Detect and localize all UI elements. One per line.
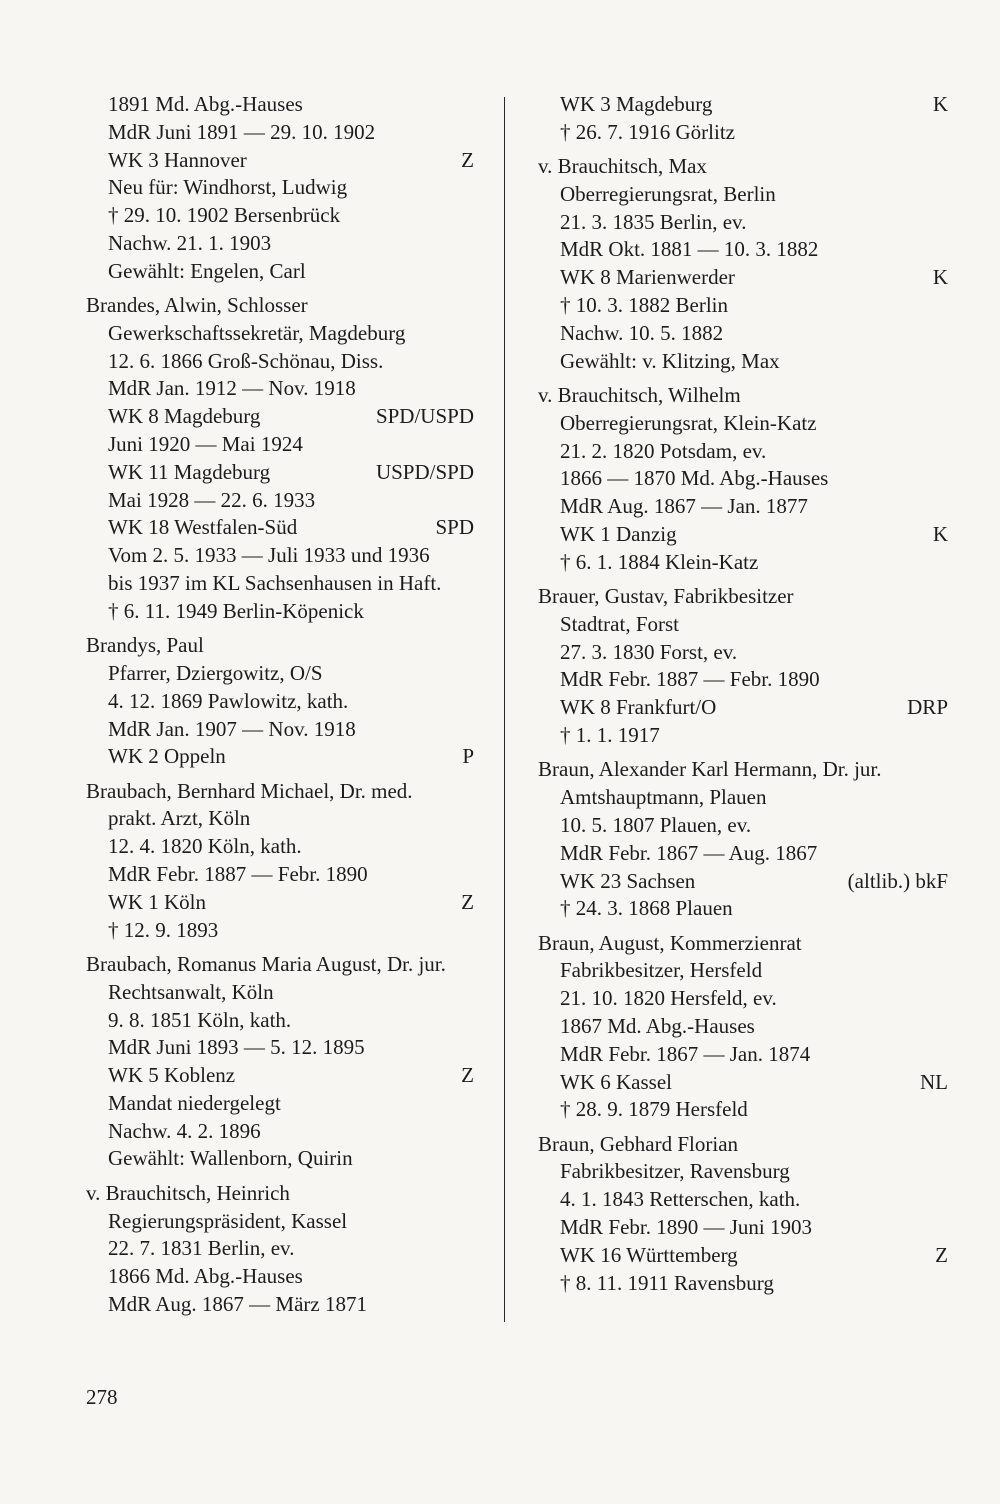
entry-line (86, 514, 474, 542)
biography-entry (538, 930, 948, 1125)
entry-line (538, 1069, 948, 1097)
entry-line-text: Nachw. 4. 2. 1896 (108, 1118, 261, 1143)
entry-line (86, 889, 474, 917)
entry-line (538, 119, 948, 147)
party-tag: SPD (435, 515, 474, 540)
entry-line-text: MdR Jan. 1912 — Nov. 1918 (108, 376, 356, 401)
entry-line-text: Braun, Gebhard Florian (538, 1131, 739, 1156)
entry-line-text: Gewerkschaftssekretär, Magdeburg (108, 320, 406, 345)
entry-line-text: Amtshauptmann, Plauen (560, 785, 767, 810)
entry-heading (538, 930, 948, 958)
party-tag: DRP (907, 695, 948, 720)
entry-line (538, 348, 948, 376)
entry-line (86, 979, 474, 1007)
entry-line-text: WK 1 Danzig (560, 521, 677, 546)
entry-heading (538, 583, 948, 611)
entry-line-text: WK 5 Koblenz (108, 1063, 236, 1088)
entry-line-text: Gewählt: Wallenborn, Quirin (108, 1146, 353, 1171)
party-tag: Z (935, 1242, 948, 1267)
entry-line (538, 181, 948, 209)
entry-heading (538, 382, 948, 410)
left-column (86, 91, 474, 1325)
entry-line (538, 694, 948, 722)
entry-line-text: Pfarrer, Dziergowitz, O/S (108, 660, 323, 685)
entry-line-text: Brauer, Gustav, Fabrikbesitzer (538, 584, 794, 609)
entry-line-text: MdR Aug. 1867 — Jan. 1877 (560, 494, 808, 519)
entry-line (86, 403, 474, 431)
entry-line (86, 598, 474, 626)
entry-line-text: † 29. 10. 1902 Bersenbrück (108, 203, 341, 228)
entry-line (86, 1208, 474, 1236)
party-tag: SPD/USPD (375, 404, 474, 429)
entry-line (86, 487, 474, 515)
entry-line (538, 209, 948, 237)
entry-heading (538, 1131, 948, 1159)
party-tag: P (462, 744, 474, 769)
entry-line-text: v. Brauchitsch, Wilhelm (538, 382, 741, 407)
entry-line (538, 292, 948, 320)
entry-line (86, 91, 474, 119)
entry-line-text: Gewählt: v. Klitzing, Max (560, 348, 780, 373)
entry-line-text: MdR Febr. 1887 — Febr. 1890 (560, 667, 820, 692)
entry-line (538, 957, 948, 985)
biography-entry (86, 292, 474, 626)
entry-line-text: Braubach, Bernhard Michael, Dr. med. (86, 778, 413, 803)
entry-line-text: 10. 5. 1807 Plauen, ev. (560, 812, 752, 837)
entry-line (538, 264, 948, 292)
entry-heading (538, 153, 948, 181)
entry-line (538, 1242, 948, 1270)
entry-line-text: WK 2 Oppeln (108, 744, 226, 769)
entry-line-text: Oberregierungsrat, Berlin (560, 181, 776, 206)
page-number: 278 (86, 1385, 118, 1409)
biography-entry (86, 778, 474, 945)
entry-line (538, 985, 948, 1013)
entry-line (538, 1214, 948, 1242)
entry-line-text: 21. 3. 1835 Berlin, ev. (560, 209, 747, 234)
entry-line-text: 22. 7. 1831 Berlin, ev. (108, 1236, 295, 1261)
entry-line (86, 202, 474, 230)
party-tag: K (932, 265, 948, 290)
entry-line-text: MdR Okt. 1881 — 10. 3. 1882 (560, 237, 819, 262)
column-divider (504, 97, 505, 1322)
entry-line-text: WK 18 Westfalen-Süd (108, 515, 298, 540)
entry-line-text: Fabrikbesitzer, Ravensburg (560, 1159, 790, 1184)
entry-line-text: 1866 Md. Abg.-Hauses (108, 1264, 303, 1289)
entry-line (86, 1007, 474, 1035)
biography-entry (86, 951, 474, 1173)
entry-line-text: 1866 — 1870 Md. Abg.-Hauses (560, 466, 829, 491)
entry-line-text: prakt. Arzt, Köln (108, 806, 251, 831)
entry-line (538, 91, 948, 119)
entry-line-text: Fabrikbesitzer, Hersfeld (560, 958, 763, 983)
entry-line-text: MdR Aug. 1867 — März 1871 (108, 1291, 367, 1316)
entry-line (538, 895, 948, 923)
entry-line-text: WK 11 Magdeburg (108, 459, 271, 484)
entry-line (86, 258, 474, 286)
entry-line-text: Braubach, Romanus Maria August, Dr. jur. (86, 951, 446, 976)
entry-line-text: Brandes, Alwin, Schlosser (86, 293, 308, 318)
entry-line (86, 1090, 474, 1118)
party-tag: K (932, 521, 948, 546)
entry-line-text: † 26. 7. 1916 Görlitz (560, 119, 735, 144)
entry-heading (86, 951, 474, 979)
entry-line (86, 805, 474, 833)
entry-line-text: WK 8 Marienwerder (560, 265, 735, 290)
entry-line (538, 840, 948, 868)
party-tag: USPD/SPD (375, 459, 474, 484)
entry-line-text: † 6. 1. 1884 Klein-Katz (560, 549, 759, 574)
entry-line-text: MdR Juni 1893 — 5. 12. 1895 (108, 1035, 365, 1060)
entry-line (538, 611, 948, 639)
entry-line (86, 320, 474, 348)
biography-entry (86, 632, 474, 771)
entry-line (538, 549, 948, 577)
entry-line-text: Regierungspräsident, Kassel (108, 1208, 348, 1233)
entry-line (86, 833, 474, 861)
party-tag: Z (461, 147, 474, 172)
entry-line (86, 119, 474, 147)
entry-line (86, 1235, 474, 1263)
entry-line (538, 465, 948, 493)
biography-entry (538, 1131, 948, 1298)
entry-line-text: Vom 2. 5. 1933 — Juli 1933 und 1936 (108, 543, 430, 568)
entry-heading (86, 292, 474, 320)
party-tag: K (932, 92, 948, 116)
entry-line-text: 21. 10. 1820 Hersfeld, ev. (560, 986, 777, 1011)
entry-line (86, 1118, 474, 1146)
entry-line (86, 459, 474, 487)
entry-line-text: Mai 1928 — 22. 6. 1933 (108, 487, 316, 512)
entry-heading (86, 1180, 474, 1208)
entry-line (538, 1158, 948, 1186)
entry-line (86, 174, 474, 202)
entry-line (86, 1263, 474, 1291)
entry-line (538, 438, 948, 466)
entry-line (538, 320, 948, 348)
entry-line-text: Nachw. 21. 1. 1903 (108, 230, 272, 255)
entry-line-text: v. Brauchitsch, Heinrich (86, 1180, 290, 1205)
entry-line-text: † 12. 9. 1893 (108, 917, 219, 942)
entry-line (86, 688, 474, 716)
party-tag: NL (920, 1069, 948, 1094)
entry-line-text: 4. 12. 1869 Pawlowitz, kath. (108, 688, 349, 713)
entry-line-text: WK 6 Kassel (560, 1069, 672, 1094)
entry-heading (86, 632, 474, 660)
biography-entry (86, 91, 474, 286)
entry-line-text: MdR Febr. 1887 — Febr. 1890 (108, 862, 368, 887)
entry-line (538, 868, 948, 896)
entry-line (86, 861, 474, 889)
entry-line-text: Juni 1920 — Mai 1924 (108, 432, 303, 457)
party-tag: (altlib.) bkF (847, 868, 948, 893)
party-tag: Z (461, 1063, 474, 1088)
entry-line (538, 784, 948, 812)
entry-line (86, 743, 474, 771)
biography-entry (86, 1180, 474, 1319)
entry-line-text: Stadtrat, Forst (560, 611, 679, 636)
entry-line-text: WK 3 Magdeburg (560, 92, 713, 116)
entry-line (86, 348, 474, 376)
entry-line-text: † 1. 1. 1917 (560, 723, 660, 748)
entry-line-text: MdR Jan. 1907 — Nov. 1918 (108, 716, 356, 741)
entry-line-text: 27. 3. 1830 Forst, ev. (560, 639, 738, 664)
entry-line-text: 1867 Md. Abg.-Hauses (560, 1014, 755, 1038)
entry-line (86, 375, 474, 403)
entry-heading (538, 756, 948, 784)
entry-line-text: † 28. 9. 1879 Hersfeld (560, 1097, 748, 1122)
entry-line-text: Braun, Alexander Karl Hermann, Dr. jur. (538, 757, 882, 782)
entry-line-text: bis 1937 im KL Sachsenhausen in Haft. (108, 571, 442, 596)
entry-line (538, 1096, 948, 1124)
entry-line (538, 236, 948, 264)
entry-line (538, 521, 948, 549)
entry-line-text: Rechtsanwalt, Köln (108, 979, 274, 1004)
entry-line-text: 1891 Md. Abg.-Hauses (108, 92, 303, 116)
entry-line-text: † 6. 11. 1949 Berlin-Köpenick (108, 598, 364, 623)
entry-line-text: Mandat niedergelegt (108, 1090, 281, 1115)
entry-line-text: Neu für: Windhorst, Ludwig (108, 175, 348, 200)
entry-line-text: MdR Juni 1891 — 29. 10. 1902 (108, 119, 376, 144)
entry-line-text: WK 16 Württemberg (560, 1242, 738, 1267)
entry-line-text: † 24. 3. 1868 Plauen (560, 896, 733, 921)
entry-line-text: † 10. 3. 1882 Berlin (560, 293, 728, 318)
entry-line (538, 1270, 948, 1298)
entry-line-text: 12. 4. 1820 Köln, kath. (108, 834, 302, 859)
entry-line (538, 666, 948, 694)
entry-line-text: MdR Febr. 1867 — Jan. 1874 (560, 1041, 811, 1066)
entry-line (86, 716, 474, 744)
entry-line (538, 722, 948, 750)
entry-line-text: MdR Febr. 1867 — Aug. 1867 (560, 840, 818, 865)
entry-line-text: WK 23 Sachsen (560, 868, 696, 893)
biography-entry (538, 583, 948, 750)
entry-line-text: Brandys, Paul (86, 633, 204, 658)
entry-line (538, 410, 948, 438)
entry-line (86, 570, 474, 598)
entry-line (86, 431, 474, 459)
entry-line-text: WK 3 Hannover (108, 147, 247, 172)
entry-line-text: † 8. 11. 1911 Ravensburg (560, 1270, 774, 1295)
entry-line-text: 21. 2. 1820 Potsdam, ev. (560, 438, 767, 463)
entry-line (538, 1013, 948, 1041)
entry-line (86, 660, 474, 688)
right-column (538, 91, 948, 1304)
entry-line-text: Braun, August, Kommerzienrat (538, 930, 802, 955)
entry-line-text: Oberregierungsrat, Klein-Katz (560, 410, 817, 435)
entry-line (86, 1034, 474, 1062)
entry-line (538, 812, 948, 840)
biography-entry (538, 382, 948, 577)
entry-line-text: WK 1 Köln (108, 889, 206, 914)
entry-line (86, 1145, 474, 1173)
entry-line-text: 4. 1. 1843 Retterschen, kath. (560, 1187, 801, 1212)
entry-line (538, 639, 948, 667)
entry-line (538, 493, 948, 521)
entry-line (86, 917, 474, 945)
entry-line-text: v. Brauchitsch, Max (538, 154, 707, 179)
entry-line-text: Gewählt: Engelen, Carl (108, 258, 306, 283)
entry-line-text: 12. 6. 1866 Groß-Schönau, Diss. (108, 348, 384, 373)
entry-line (86, 147, 474, 175)
entry-line-text: WK 8 Frankfurt/O (560, 695, 717, 720)
entry-line (538, 1041, 948, 1069)
entry-line-text: Nachw. 10. 5. 1882 (560, 320, 724, 345)
biography-entry (538, 91, 948, 147)
biography-entry (538, 756, 948, 923)
biography-entry (538, 153, 948, 375)
entry-line (538, 1186, 948, 1214)
entry-line (86, 1291, 474, 1319)
entry-line (86, 230, 474, 258)
entry-line-text: 9. 8. 1851 Köln, kath. (108, 1007, 292, 1032)
entry-line-text: MdR Febr. 1890 — Juni 1903 (560, 1215, 813, 1240)
entry-line-text: WK 8 Magdeburg (108, 404, 261, 429)
entry-line (86, 1062, 474, 1090)
entry-heading (86, 778, 474, 806)
entry-line (86, 542, 474, 570)
party-tag: Z (461, 889, 474, 914)
